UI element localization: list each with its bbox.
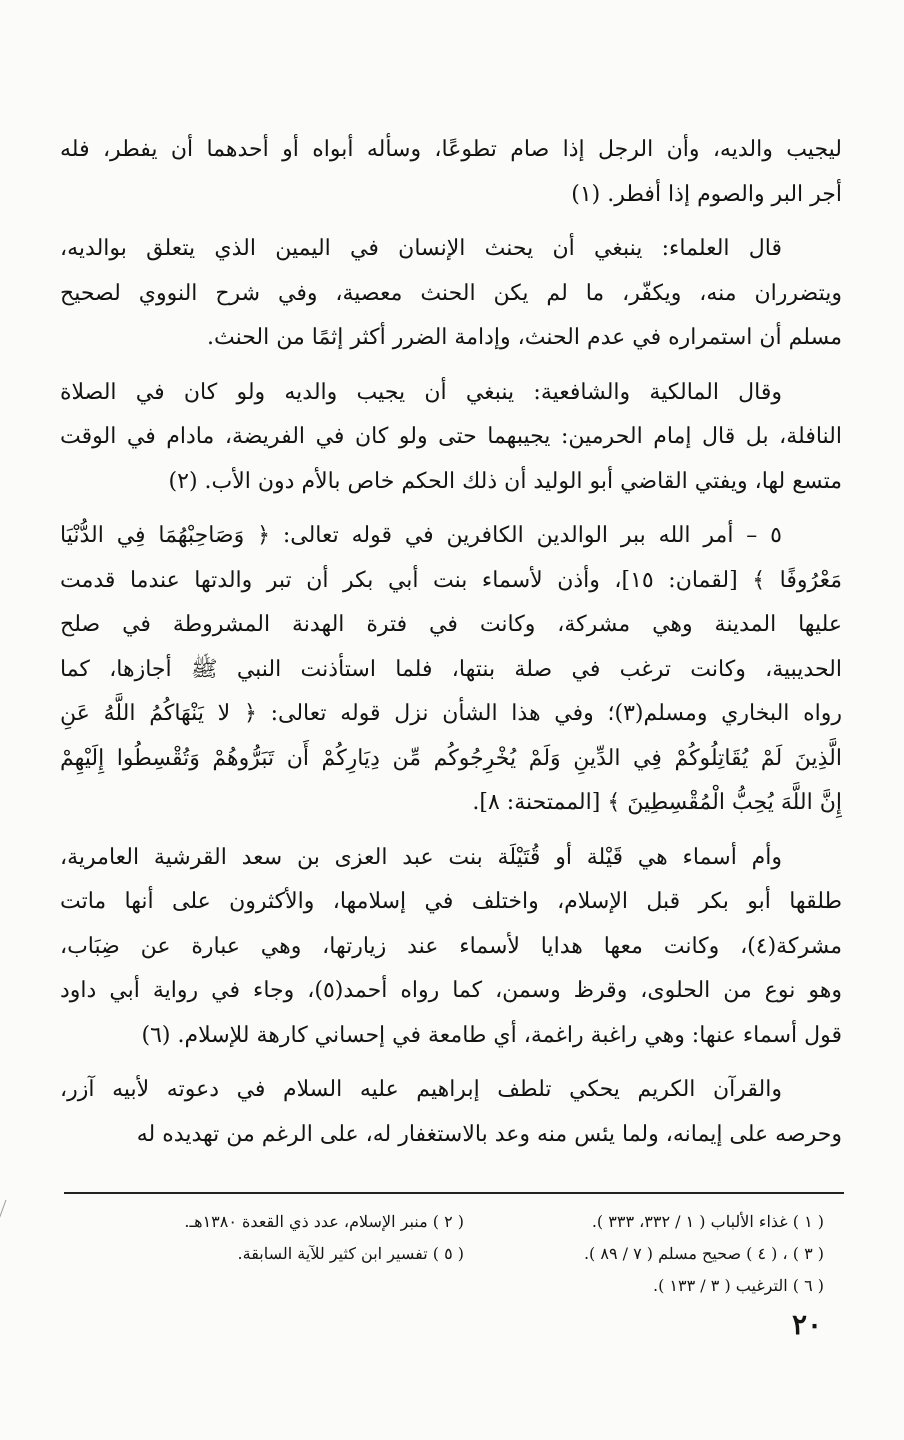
text-line: إِنَّ اللَّهَ يُحِبُّ الْمُقْسِطِينَ ﴾ [الممتحنة: ٨].	[472, 790, 842, 815]
paragraph	[60, 227, 842, 361]
footnote-row	[52, 1206, 842, 1238]
text-line: طلقها أبو بكر قبل الإسلام، واختلف في إسلامها، والأكثرون على أنها ماتت	[60, 889, 842, 914]
text-line: ويتضرران منه، ويكفّر، ما لم يكن الحنث معصية، وفي شرح النووي لصحيح	[60, 280, 842, 306]
text-line: مسلم أن استمراره في عدم الحنث، وإدامة الضرر أكثر إثمًا من الحنث.	[206, 325, 842, 350]
text-line: عليها المدينة وهي مشركة، وكانت في فترة الهدنة المشروطة في صلح	[60, 612, 842, 637]
text-line: وهو نوع من الحلوى، وقرظ وسمن، كما رواه أحمد(٥)، وجاء في رواية أبي داود	[60, 978, 842, 1003]
text-line: متسع لها، ويفتي القاضي أبو الوليد أن ذلك الحكم خاص بالأم دون الأب. (٢)	[168, 468, 842, 494]
text-line: وحرصه على إيمانه، ولما يئس منه وعد بالاستغفار له، على الرغم من تهديده له	[136, 1121, 842, 1147]
footnote-row	[52, 1270, 842, 1302]
text-line: ليجيب والديه، وأن الرجل إذا صام تطوعًا، وسأله أبواه أو أحدهما أن يفطر، فله	[60, 137, 842, 162]
paragraph	[60, 1068, 842, 1157]
text-line: النافلة، بل قال إمام الحرمين: يجيبهما حتى ولو كان في الفريضة، مادام في الوقت	[60, 424, 842, 449]
text-line: وقال المالكية والشافعية: ينبغي أن يجيب والديه ولو كان في الصلاة	[60, 379, 782, 405]
text-line: وأم أسماء هي قَيْلة أو قُتَيْلَة بنت عبد العزى بن سعد القرشية العامرية،	[60, 844, 782, 870]
footnote-3-4: ( ٣ ) ، ( ٤ ) صحيح مسلم ( ٧ / ٨٩ ).	[583, 1244, 824, 1263]
text-line: قول أسماء عنها: وهي راغبة راغمة، أي طامعة في إحساني كارهة للإسلام. (٦)	[141, 1022, 842, 1048]
footnote-row	[52, 1238, 842, 1270]
paragraph	[60, 514, 842, 826]
text-line: رواه البخاري ومسلم(٣)؛ وفي هذا الشأن نزل قوله تعالى: ﴿ لا يَنْهَاكُمُ اللَّهُ عَنِ	[60, 701, 842, 726]
text-line: مَعْرُوفًا ﴾ [لقمان: ١٥]، وأذن لأسماء بنت أبي بكر أن تبر والدتها عندما قدمت	[60, 567, 842, 593]
footnote-empty	[52, 1270, 464, 1302]
footnote-6: ( ٦ ) الترغيب ( ٣ / ١٣٣ ).	[653, 1276, 824, 1295]
footnote-5: ( ٥ ) تفسير ابن كثير للآية السابقة.	[237, 1244, 464, 1263]
footnotes	[52, 1206, 842, 1302]
text-line: الحديبية، وكانت ترغب في صلة بنتها، فلما استأذنت النبي ﷺ أجازها، كما	[60, 656, 842, 682]
footnote-2: ( ٢ ) منبر الإسلام، عدد ذي القعدة ١٣٨٠هـ.	[184, 1212, 464, 1231]
text-line: قال العلماء: ينبغي أن يحنث الإنسان في اليمين الذي يتعلق بوالديه،	[60, 236, 782, 261]
paragraph	[60, 836, 842, 1059]
text-line: ٥ – أمر الله ببر الوالدين الكافرين في قوله تعالى: ﴿ وَصَاحِبْهُمَا فِي الدُّنْيَا	[60, 523, 782, 548]
paragraph	[60, 371, 842, 505]
text-line: مشركة(٤)، وكانت معها هدايا لأسماء عند زيارتها، وهي عبارة عن ضِبَاب،	[60, 933, 842, 959]
text-line: أجر البر والصوم إذا أفطر. (١)	[571, 181, 842, 207]
text-line: الَّذِينَ لَمْ يُقَاتِلُوكُمْ فِي الدِّينِ وَلَمْ يُخْرِجُوكُم مِّن دِيَارِكُمْ أَن تَبَرُّوهُمْ وَتُقْسِطُوا إِلَيْهِمْ	[60, 745, 842, 771]
page-number: ٢٠	[792, 1308, 823, 1341]
page-edge-mark	[0, 1200, 20, 1230]
text-line: والقرآن الكريم يحكي تلطف إبراهيم عليه السلام في دعوته لأبيه آزر،	[60, 1077, 782, 1102]
footnote-1: ( ١ ) غذاء الألباب ( ١ / ٣٣٢، ٣٣٣ ).	[591, 1212, 824, 1231]
body-text	[60, 128, 842, 1157]
paragraph	[60, 128, 842, 217]
footnote-separator	[64, 1192, 844, 1194]
